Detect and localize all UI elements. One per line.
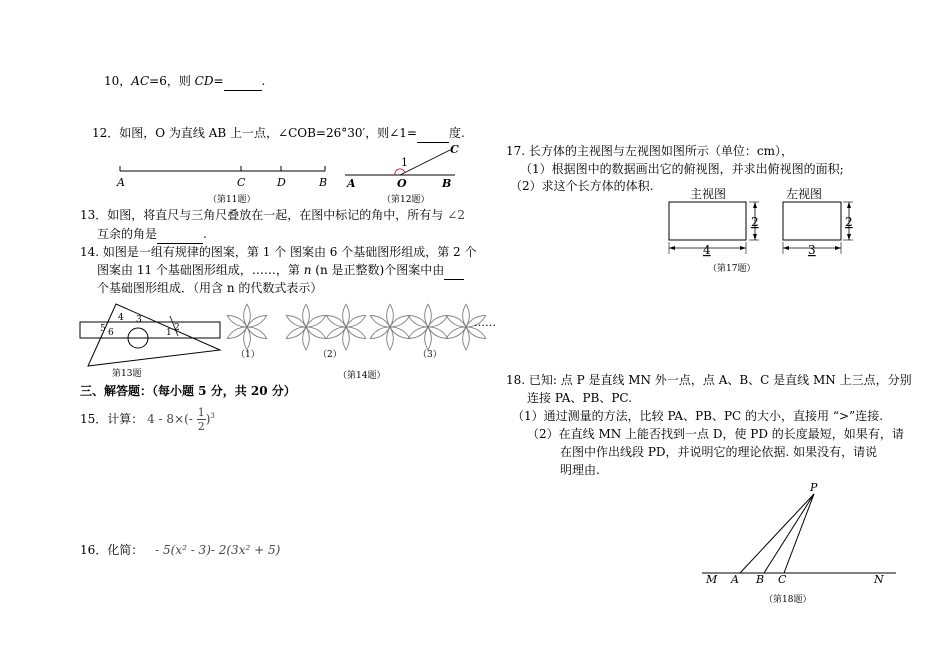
q13-line1 xyxy=(80,206,465,224)
q12-label-b: B xyxy=(442,177,452,190)
q13-angle-ref: ∠2 xyxy=(447,208,465,222)
q11-figure xyxy=(115,160,355,190)
q18-line1: 18. 已知: 点 P 是直线 MN 外一点，点 A、B、C 是直线 MN 上三点，分别 xyxy=(506,373,912,387)
q12-label-o: O xyxy=(397,177,407,190)
q14-answer-blank[interactable] xyxy=(444,261,464,280)
q14-line2 xyxy=(97,261,464,280)
q13-line2a: 互余的角是 xyxy=(97,227,158,241)
q17-left-title: 左视图 xyxy=(786,187,823,201)
q14-line3: 个基础图形组成．（用含 n 的代数式表示） xyxy=(97,281,323,295)
q12-answer-blank[interactable] xyxy=(417,124,449,143)
q12-angle-1: 1 xyxy=(401,156,408,169)
q14-line2a: 图案由 11 个基础图形组成，……，第 xyxy=(97,263,300,277)
q15-label: 15．计算： xyxy=(80,412,144,426)
section3-title: 三、解答题：（每小题 5 分，共 20 分） xyxy=(80,384,296,398)
q13-angle-4: 4 xyxy=(118,313,124,323)
q18-figure xyxy=(700,480,900,590)
q11-label-a: A xyxy=(117,176,125,189)
q17-line2: （1）根据图中的数据画出它的俯视图，并求出俯视图的面积; xyxy=(520,162,844,176)
q12-label-c: C xyxy=(450,143,459,156)
q15-numerator: 1 xyxy=(197,406,205,419)
q14-figure xyxy=(220,300,500,356)
q12-label-a: A xyxy=(347,177,356,190)
q17-front-width: 4 xyxy=(703,243,711,257)
q13-caption: 第13题 xyxy=(112,369,142,379)
q12-figure xyxy=(345,142,465,192)
q13-angle-2: 2 xyxy=(174,323,180,333)
q12-text xyxy=(92,124,465,143)
q15-denominator: 2 xyxy=(197,420,205,433)
q14-n: n xyxy=(303,263,312,277)
q15-fraction xyxy=(197,406,206,433)
q14-label-2: （2） xyxy=(318,350,342,360)
q10-cd: CD xyxy=(194,74,214,88)
q18-line2: 连接 PA、PB、PC. xyxy=(527,391,632,405)
q10-eq: =6，则 xyxy=(149,74,191,88)
q18-label-b: B xyxy=(756,573,765,586)
q13-figure xyxy=(78,302,228,372)
q15 xyxy=(80,406,215,433)
q13-angle-5: 5 xyxy=(100,324,106,334)
q15-exponent: 3 xyxy=(210,412,215,420)
q14-dots: …… xyxy=(474,316,496,329)
q13-angle-3: 3 xyxy=(136,315,142,325)
q17-caption: （第17题） xyxy=(708,264,756,274)
q11-label-c: C xyxy=(237,176,246,189)
q17-left-height: 2 xyxy=(845,215,853,229)
q17-line3: （2）求这个长方体的体积. xyxy=(510,179,654,193)
q16-expr: - 5(x² - 3)- 2(3x² + 5) xyxy=(155,543,281,557)
q14-line2b: (n 是正整数)个图案中由 xyxy=(315,263,445,277)
q18-label-c: C xyxy=(778,573,787,586)
q18-caption: （第18题） xyxy=(764,595,812,605)
q13-angle-6: 6 xyxy=(108,328,114,338)
q10-answer-blank[interactable] xyxy=(224,72,262,91)
q11-label-d: D xyxy=(277,176,286,189)
q18-label-m: M xyxy=(706,573,718,586)
q10-tail: = xyxy=(213,74,224,88)
q17-front-height: 2 xyxy=(751,215,759,229)
q12-line: 12．如图，O 为直线 AB 上一点，∠COB=26°30′，则∠1= xyxy=(92,126,417,140)
q18-label-n: N xyxy=(874,573,884,586)
q16 xyxy=(80,541,280,559)
q18-label-a: A xyxy=(731,573,739,586)
q11-label-b: B xyxy=(319,176,328,189)
q13-answer-blank[interactable] xyxy=(157,225,203,244)
q12-tail: 度. xyxy=(449,126,465,140)
q18-line4: （2）在直线 MN 上能否找到一点 D，使 PD 的长度最短，如果有，请 xyxy=(527,427,904,441)
q18-line3: （1）通过测量的方法，比较 PA、PB、PC 的大小，直接用 “>”连接. xyxy=(512,409,884,423)
q10-ac: AC xyxy=(131,74,150,88)
q14-label-3: （3） xyxy=(418,350,442,360)
q10-end: . xyxy=(261,74,266,88)
q17-line1: 17. 长方体的主视图与左视图如图所示（单位：cm）， xyxy=(506,144,793,158)
q10-text xyxy=(104,72,265,91)
q18-line5: 在图中作出线段 PD，并说明它的理论依据. 如果没有，请说 xyxy=(560,445,878,459)
q17-front-title: 主视图 xyxy=(690,187,727,201)
q14-line1: 14. 如图是一组有规律的图案，第 1 个 图案由 6 个基础图形组成，第 2 个 xyxy=(80,245,477,259)
q13-line2 xyxy=(97,225,207,244)
q18-label-p: P xyxy=(810,481,818,494)
q14-caption: （第14题） xyxy=(338,371,386,381)
q13-line2b: . xyxy=(203,227,207,241)
q14-label-1: （1） xyxy=(236,350,260,360)
q11-caption: （第11题） xyxy=(208,195,256,205)
q13-angle-1: 1 xyxy=(166,328,172,338)
q18-line6: 明理由. xyxy=(560,463,600,477)
q13-line1-text: 13．如图，将直尺与三角尺叠放在一起，在图中标记的角中，所有与 xyxy=(80,208,444,222)
q10-num: 10， xyxy=(104,74,132,88)
q17-left-width: 3 xyxy=(808,243,816,257)
q12-caption: （第12题） xyxy=(382,195,430,205)
q16-label: 16．化简： xyxy=(80,543,144,557)
q17-figure xyxy=(665,198,875,268)
q15-expr-b: ) xyxy=(205,412,211,426)
q15-expr-a: 4 - 8×(- xyxy=(147,412,193,426)
